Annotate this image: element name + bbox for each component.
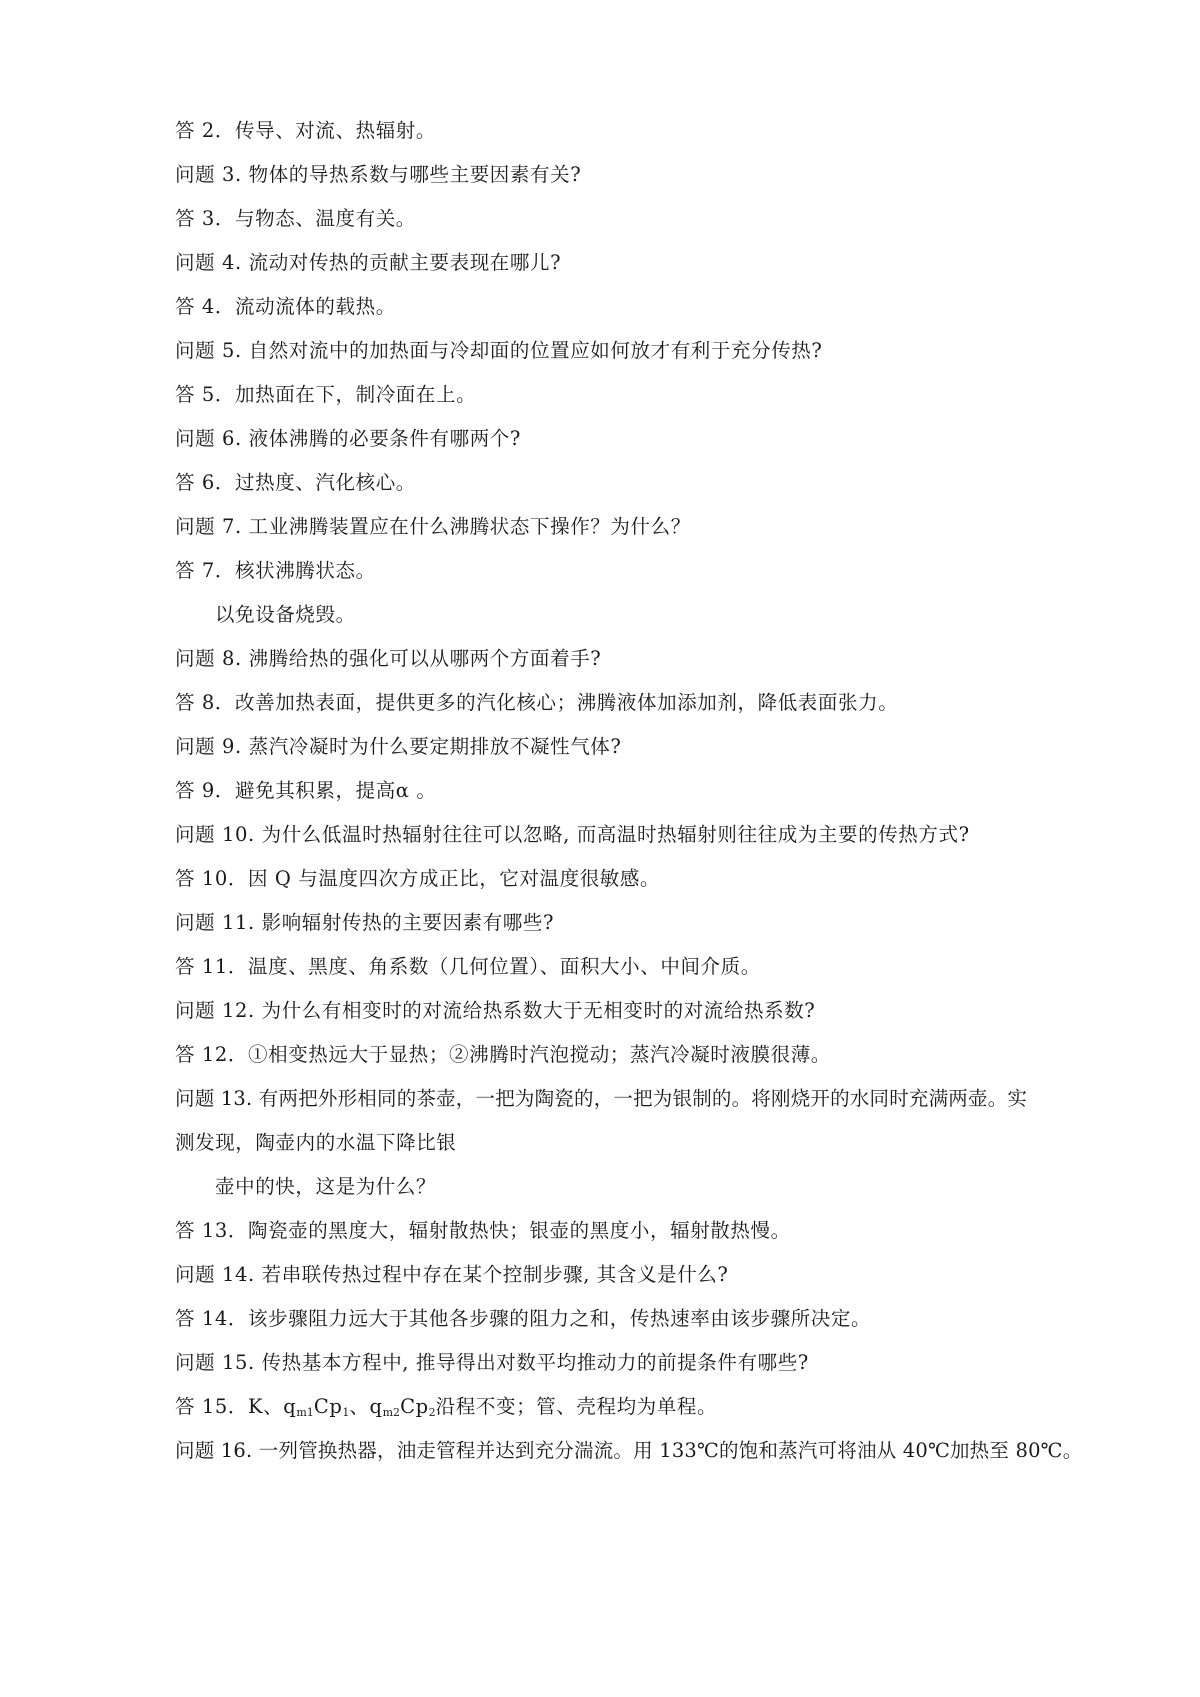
- answer-9: 答 9．避免其积累，提高α 。: [175, 779, 437, 802]
- answer-14: 答 14．该步骤阻力远大于其他各步骤的阻力之和，传热速率由该步骤所决定。: [175, 1307, 872, 1330]
- answer-15-cp2-subscript: 2: [428, 1406, 436, 1419]
- answer-15-separator: 、: [349, 1395, 370, 1418]
- answer-7-continued: 以免设备烧毁。: [215, 603, 356, 626]
- question-5: 问题 5. 自然对流中的加热面与冷却面的位置应如何放才有利于充分传热?: [175, 339, 823, 362]
- question-4: 问题 4. 流动对传热的贡献主要表现在哪儿?: [175, 251, 562, 274]
- answer-6: 答 6．过热度、汽化核心。: [175, 471, 416, 494]
- question-12: 问题 12. 为什么有相变时的对流给热系数大于无相变时的对流给热系数?: [175, 999, 816, 1022]
- answer-15-prefix: 答 15．K、: [175, 1395, 284, 1418]
- answer-2: 答 2．传导、对流、热辐射。: [175, 119, 437, 142]
- answer-15-qm2-subscript: m2: [382, 1406, 401, 1419]
- question-11: 问题 11. 影响辐射传热的主要因素有哪些?: [175, 911, 555, 934]
- answer-3: 答 3．与物态、温度有关。: [175, 207, 416, 230]
- answer-15-cp1: Cp: [313, 1395, 343, 1418]
- answer-15: [175, 1394, 717, 1426]
- question-10: 问题 10. 为什么低温时热辐射往往可以忽略, 而高温时热辐射则往往成为主要的传热方式?: [175, 823, 970, 846]
- question-7: 问题 7. 工业沸腾装置应在什么沸腾状态下操作？为什么？: [175, 515, 691, 538]
- answer-8: 答 8．改善加热表面，提供更多的汽化核心；沸腾液体加添加剂，降低表面张力。: [175, 691, 899, 714]
- answer-5: 答 5．加热面在下，制冷面在上。: [175, 383, 477, 406]
- answer-15-qm1-subscript: m1: [296, 1406, 314, 1419]
- answer-15-qm1: q: [283, 1395, 297, 1418]
- question-14: 问题 14. 若串联传热过程中存在某个控制步骤, 其含义是什么?: [175, 1263, 729, 1286]
- question-9: 问题 9. 蒸汽冷凝时为什么要定期排放不凝性气体?: [175, 735, 622, 758]
- answer-15-suffix: 沿程不变；管、壳程均为单程。: [435, 1395, 718, 1418]
- question-3: 问题 3. 物体的导热系数与哪些主要因素有关?: [175, 163, 582, 186]
- answer-13: 答 13．陶瓷壶的黑度大，辐射散热快；银壶的黑度小，辐射散热慢。: [175, 1219, 791, 1242]
- answer-15-qm2: q: [369, 1395, 383, 1418]
- question-6: 问题 6. 液体沸腾的必要条件有哪两个?: [175, 427, 521, 450]
- question-16: 问题 16. 一列管换热器，油走管程并达到充分湍流。用 133℃的饱和蒸汽可将油从 40℃加热至 80℃。: [175, 1439, 1083, 1462]
- question-8: 问题 8. 沸腾给热的强化可以从哪两个方面着手?: [175, 647, 602, 670]
- question-13-continued-2: 壶中的快，这是为什么？: [215, 1175, 437, 1198]
- answer-12: 答 12．①相变热远大于显热；②沸腾时汽泡搅动；蒸汽冷凝时液膜很薄。: [175, 1043, 831, 1066]
- question-15: 问题 15. 传热基本方程中, 推导得出对数平均推动力的前提条件有哪些?: [175, 1351, 809, 1374]
- answer-15-cp1-subscript: 1: [342, 1406, 350, 1419]
- answer-7: 答 7．核状沸腾状态。: [175, 559, 376, 582]
- answer-15-cp2: Cp: [400, 1395, 429, 1418]
- answer-4: 答 4．流动流体的载热。: [175, 295, 396, 318]
- answer-10: 答 10．因 Q 与温度四次方成正比，它对温度很敏感。: [175, 867, 661, 890]
- answer-11: 答 11．温度、黑度、角系数（几何位置）、面积大小、中间介质。: [175, 955, 761, 978]
- question-13-continued: 测发现，陶壶内的水温下降比银: [175, 1131, 457, 1154]
- question-13: 问题 13. 有两把外形相同的茶壶，一把为陶瓷的，一把为银制的。将刚烧开的水同时充满两壶。实: [175, 1087, 1028, 1110]
